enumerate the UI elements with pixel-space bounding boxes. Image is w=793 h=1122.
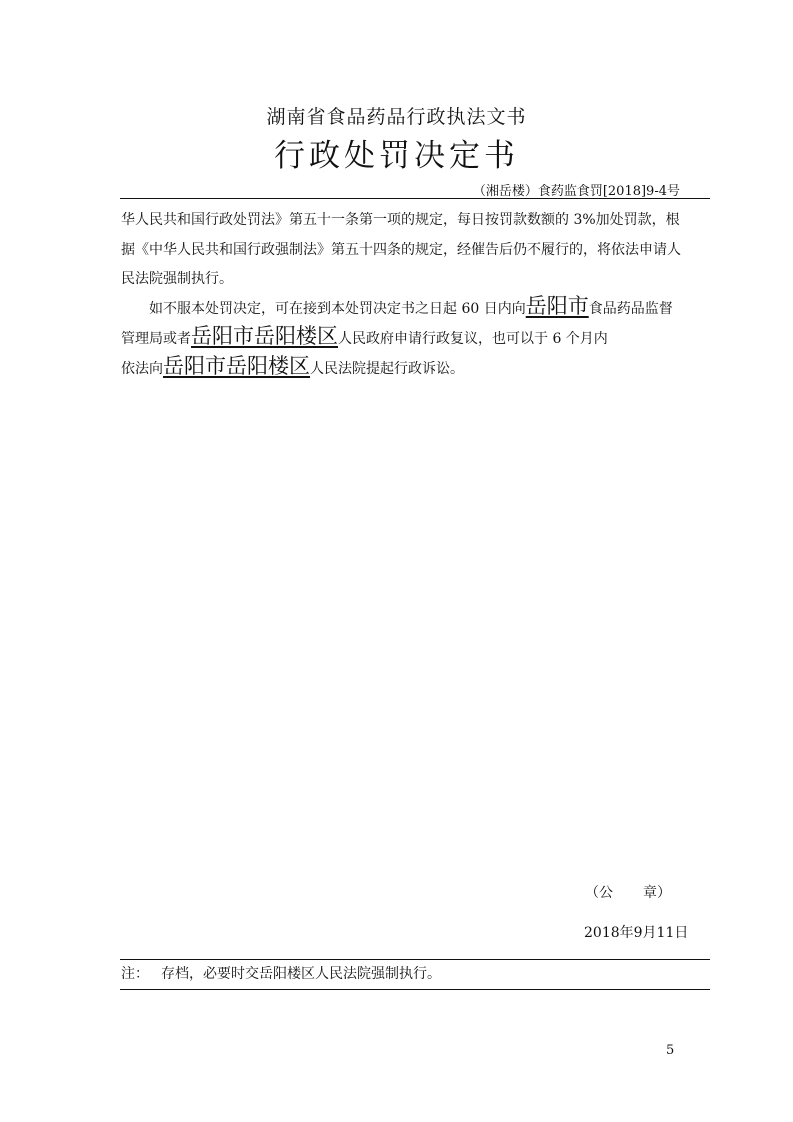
seal-open: （公 — [585, 885, 613, 901]
filled-field-city: 岳阳市 — [525, 294, 589, 318]
issue-date: 2018年9月11日 — [584, 925, 689, 941]
filled-field-district-court: 岳阳市岳阳楼区 — [163, 354, 310, 378]
document-title: 行政处罚决定书 — [274, 138, 519, 174]
paragraph-1-line-3: 民法院强制执行。 — [121, 271, 233, 287]
paragraph-1-line-1: 华人民共和国行政处罚法》第五十一条第一项的规定，每日按罚款数额的 3%加处罚款，根 — [121, 212, 680, 228]
header-divider — [120, 198, 710, 199]
paragraph-2-text: 人民政府申请行政复议，也可以于 6 个月内 — [338, 331, 608, 347]
series-title: 湖南省食品药品行政执法文书 — [266, 106, 527, 128]
paragraph-2-text: 食品药品监督 — [588, 301, 673, 317]
document-number: （湘岳楼）食药监食罚[2018]9-4号 — [472, 184, 680, 199]
paragraph-2-text: 管理局或者 — [121, 331, 191, 347]
paragraph-2-text: 依法向 — [121, 361, 163, 377]
seal-close: 章） — [643, 885, 671, 901]
note-top-divider — [120, 959, 710, 960]
footnote — [121, 963, 441, 983]
paragraph-2-line-1 — [121, 292, 693, 320]
paragraph-2-text: 如不服本处罚决定，可在接到本处罚决定书之日起 60 日内向 — [149, 301, 526, 317]
paragraph-2-line-3 — [121, 352, 693, 380]
note-bottom-divider — [120, 989, 710, 990]
official-seal-placeholder — [585, 882, 671, 902]
note-label: 注： — [121, 966, 149, 982]
page-number: 5 — [666, 1043, 675, 1058]
paragraph-2-text: 人民法院提起行政诉讼。 — [310, 361, 464, 377]
paragraph-2-line-2 — [121, 322, 693, 350]
paragraph-1-line-2: 据《中华人民共和国行政强制法》第五十四条的规定，经催告后仍不履行的，将依法申请人 — [121, 242, 681, 258]
filled-field-district-government: 岳阳市岳阳楼区 — [191, 324, 338, 348]
note-text: 存档，必要时交岳阳楼区人民法院强制执行。 — [161, 966, 441, 982]
